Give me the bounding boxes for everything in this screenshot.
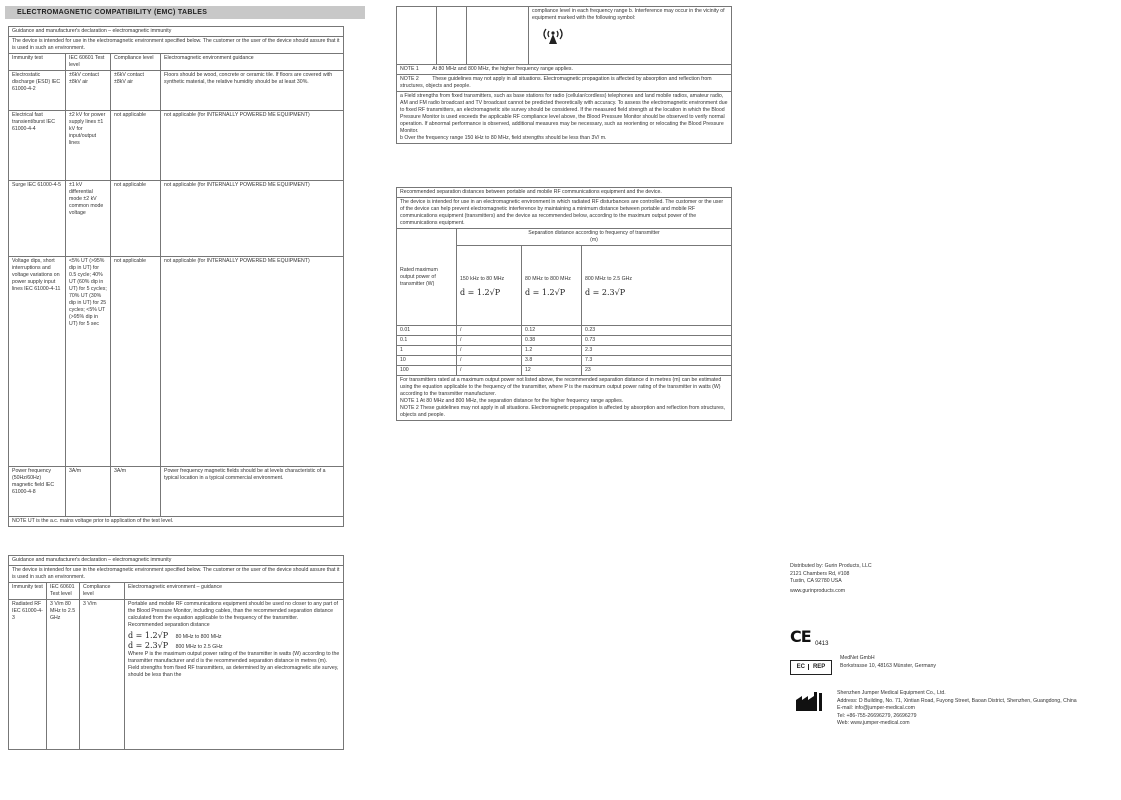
table-note: NOTE UT is the a.c. mains voltage prior to application of the test level. bbox=[9, 517, 344, 527]
table-cell: Electrostatic discharge (ESD) IEC 61000-4-2 bbox=[9, 71, 66, 111]
table-footnote bbox=[397, 92, 732, 144]
ce-mark bbox=[790, 627, 850, 645]
table-cell: / bbox=[457, 326, 522, 336]
table-row bbox=[397, 356, 732, 366]
table-cell: 0.01 bbox=[397, 326, 457, 336]
table-cell: not applicable bbox=[111, 181, 161, 257]
table-row bbox=[397, 346, 732, 356]
table-row bbox=[9, 71, 344, 111]
table-cell bbox=[437, 7, 467, 65]
guidance-text: Field strengths from fixed RF transmitters, as determined by an electromagnetic site survey, should be less than the bbox=[128, 665, 339, 678]
guidance-text: Portable and mobile RF communications equipment should be used no closer to any part of the Blood Pressure Monitor, including cables, than the recommended separation distance calculated from the equation applicable to the frequency of the transmitter. bbox=[128, 601, 338, 621]
ec-rep-name: MedNet GmbH bbox=[840, 655, 875, 661]
table-cell: Electrical fast transient/burst IEC 61000-4-4 bbox=[9, 111, 66, 181]
table-row bbox=[397, 336, 732, 346]
table-caption: Guidance and manufacturer's declaration – electromagnetic immunity bbox=[9, 556, 344, 566]
table-cell: 3 V/m bbox=[80, 600, 125, 750]
table-note: For transmitters rated at a maximum output power not listed above, the recommended separation distance d in metres (m) can be estimated using the equation applicable to the frequency of the transmitter, where P is the maximum output power rating of the transmitter in watts (W) according to the transmitter manufacturer. NOTE 1 At 80 MHz and 800 MHz, the separation distance for the higher frequency range applies. NOTE 2 These guidelines may not apply in all situations. Electromagnetic propagation is affected by absorption and reflection from structures, objects and people. bbox=[397, 376, 732, 421]
table-cell: Voltage dips, short interruptions and voltage variations on power supply input lines IEC 61000-4-11 bbox=[9, 257, 66, 467]
table-cell: <5% UT (>95% dip in UT) for 0.5 cycle; 40% UT (60% dip in UT) for 5 cycles; 70% UT (30% dip in UT) for 25 cycles; <5% UT (>95% dip in UT) for 5 sec bbox=[66, 257, 111, 467]
formula: d = 1.2√P bbox=[128, 631, 169, 640]
manufacturer-website: Web: www.jumper-medical.com bbox=[837, 720, 910, 726]
formula: d = 2.3√P bbox=[128, 641, 169, 650]
distributor-info bbox=[790, 563, 930, 595]
table-cell: / bbox=[457, 336, 522, 346]
guidance-text: Recommended separation distance bbox=[128, 622, 210, 628]
notified-body-number: 0413 bbox=[815, 641, 829, 647]
separation-distance-table bbox=[396, 187, 732, 421]
document-title: ELECTROMAGNETIC COMPATIBILITY (EMC) TABLES bbox=[5, 6, 365, 19]
table-cell: 3.8 bbox=[522, 356, 582, 366]
column-header: Electromagnetic environment guidance bbox=[161, 54, 344, 71]
column-header: IEC 60601 Test level bbox=[66, 54, 111, 71]
guidance-text: Where P is the maximum output power rating of the transmitter in watts (W) according to the transmitter manufacturer and d is the recommended separation distance in metres (m). bbox=[128, 651, 340, 664]
table-cell: Floors should be wood, concrete or ceramic tile. If floors are covered with synthetic material, the relative humidity should be at least 30%. bbox=[161, 71, 344, 111]
table-cell: 1.2 bbox=[522, 346, 582, 356]
table-intro: The device is intended for use in the electromagnetic environment specified below. The customer or the user of the device should assure that it is used in such an environment. bbox=[9, 37, 344, 54]
table-cell: 23 bbox=[582, 366, 732, 376]
manufacturer-email: E-mail: info@jumper-medical.com bbox=[837, 705, 915, 711]
guidance-cell bbox=[125, 600, 344, 750]
table-cell: 10 bbox=[397, 356, 457, 366]
distributor-name: Distributed by: Gurin Products, LLC bbox=[790, 563, 872, 569]
guidance-text: compliance level in each frequency range b. Interference may occur in the vicinity of equipment marked with the following symbol: bbox=[532, 8, 725, 21]
table-cell: 0.38 bbox=[522, 336, 582, 346]
table-row bbox=[9, 467, 344, 517]
table-cell: 1 bbox=[397, 346, 457, 356]
table-note bbox=[397, 75, 732, 92]
ec-rep-symbol: EC REP bbox=[790, 660, 832, 675]
guidance-cell bbox=[529, 7, 732, 65]
table-intro: The device is intended for use in the electromagnetic environment specified below. The customer or the user of the device should assure that it is used in such an environment. bbox=[9, 566, 344, 583]
table-cell: ±2 kV for power supply lines ±1 kV for input/output lines bbox=[66, 111, 111, 181]
note-text: At 80 MHz and 800 MHz, the higher frequency range applies. bbox=[432, 66, 573, 72]
column-header: Electromagnetic environment – guidance bbox=[125, 583, 344, 600]
table-cell: Power frequency (50Hz/60Hz) magnetic field IEC 61000-4-8 bbox=[9, 467, 66, 517]
ce-mark-icon: CE bbox=[790, 627, 811, 646]
table-cell: / bbox=[457, 346, 522, 356]
table-cell: not applicable (for INTERNALLY POWERED ME EQUIPMENT) bbox=[161, 181, 344, 257]
table-cell: 3A/m bbox=[66, 467, 111, 517]
distributor-website: www.gurinproducts.com bbox=[790, 587, 846, 594]
table-caption: Guidance and manufacturer's declaration – electromagnetic immunity bbox=[9, 27, 344, 37]
table-cell: not applicable bbox=[111, 257, 161, 467]
formula-range: 800 MHz to 2.5 GHz bbox=[175, 644, 223, 650]
band-header: 800 MHz to 2.5 GHz d = 2.3√P bbox=[582, 246, 732, 326]
table-cell: 2.3 bbox=[582, 346, 732, 356]
table-row bbox=[9, 257, 344, 467]
table-cell bbox=[467, 7, 529, 65]
table-cell: not applicable (for INTERNALLY POWERED ME EQUIPMENT) bbox=[161, 111, 344, 181]
table-row bbox=[9, 181, 344, 257]
table-cell: Radiated RF IEC 61000-4-3 bbox=[9, 600, 47, 750]
formula-range: 80 MHz to 800 MHz bbox=[175, 634, 222, 640]
table-cell: 3 V/m 80 MHz to 2.5 GHz bbox=[47, 600, 80, 750]
column-header: Compliance level bbox=[111, 54, 161, 71]
table-cell: 7.3 bbox=[582, 356, 732, 366]
manufacturer-name: Shenzhen Jumper Medical Equipment Co., Ltd. bbox=[837, 690, 946, 696]
column-header: Compliance level bbox=[80, 583, 125, 600]
manufacturer-address: Address: D Building, No. 71, Xintian Road, Fuyong Street, Baoan District, Shenzhen, Guangdong, China bbox=[837, 697, 1077, 704]
table-cell: not applicable bbox=[111, 111, 161, 181]
table-cell: / bbox=[457, 356, 522, 366]
band-header: 150 kHz to 80 MHz d = 1.2√P bbox=[457, 246, 522, 326]
table-cell: 0.73 bbox=[582, 336, 732, 346]
table-row bbox=[397, 366, 732, 376]
note-text: These guidelines may not apply in all situations. Electromagnetic propagation is affected by absorption and reflection from structures, objects and people. bbox=[400, 76, 712, 89]
note-label: NOTE 1 bbox=[400, 66, 419, 72]
table-cell: Power frequency magnetic fields should be at levels characteristic of a typical location in a typical commercial environment. bbox=[161, 467, 344, 517]
footnote-text: b Over the frequency range 150 kHz to 80 MHz, field strengths should be less than 3V/ m. bbox=[400, 135, 607, 141]
footnote-text: a Field strengths from fixed transmitters, such as base stations for radio (cellular/cordless) telephones and land mobile radios, amateur radio, AM and FM radio broadcast and TV broadcast cannot be predicted theoretically with accuracy. To assess the electromagnetic environment due to fixed RF transmitters, an electromagnetic site survey should be considered. If the measured field strength at the location in which the Blood Pressure Monitor is used exceeds the applicable RF compliance level above, the Blood Pressure Monitor should be observed to verify normal operation. If abnormal performance is observed, additional measures may be necessary, such as reorienting or relocating the Blood Pressure Monitor. bbox=[400, 93, 728, 134]
column-header: Immunity test bbox=[9, 54, 66, 71]
table-cell: not applicable (for INTERNALLY POWERED ME EQUIPMENT) bbox=[161, 257, 344, 467]
table-cell: 3A/m bbox=[111, 467, 161, 517]
table-row bbox=[9, 600, 344, 750]
ec-rep-block bbox=[790, 655, 1030, 671]
table-cell: 0.23 bbox=[582, 326, 732, 336]
note-label: NOTE 2 bbox=[400, 76, 419, 82]
table-cell: 12 bbox=[522, 366, 582, 376]
immunity-table-2 bbox=[8, 555, 344, 750]
distributor-address: 2121 Chambers Rd, #108 bbox=[790, 570, 850, 577]
table-cell: ±1 kV differential mode ±2 kV common mode voltage bbox=[66, 181, 111, 257]
manufacturer-phone: Tel: +86-755-26696279, 26696279 bbox=[837, 712, 917, 719]
band-header: 80 MHz to 800 MHz d = 1.2√P bbox=[522, 246, 582, 326]
table-cell: 100 bbox=[397, 366, 457, 376]
table-cell: 0.12 bbox=[522, 326, 582, 336]
immunity-table-1 bbox=[8, 26, 344, 527]
table-cell bbox=[397, 7, 437, 65]
table-intro: The device is intended for use in an electromagnetic environment in which radiated RF disturbances are controlled. The customer or the user of the device can help prevent electromagnetic interference by maintaining a minimum distance between portable and mobile RF communications equipment (transmitters) and the device as recommended below, according to the maximum output power of the communications equipment. bbox=[397, 198, 732, 229]
table-cell: ±6kV contact ±8kV air bbox=[66, 71, 111, 111]
table-note bbox=[397, 65, 732, 75]
table-row bbox=[9, 111, 344, 181]
table-caption: Recommended separation distances between portable and mobile RF communications equipment and the device. bbox=[397, 188, 732, 198]
ec-rep-address: Borkstrasse 10, 48163 Münster, Germany bbox=[840, 662, 937, 669]
column-header: IEC 60601 Test level bbox=[47, 583, 80, 600]
table-cell: ±6kV contact ±8kV air bbox=[111, 71, 161, 111]
table-cell: / bbox=[457, 366, 522, 376]
distributor-city: Tustin, CA 92780 USA bbox=[790, 578, 842, 584]
non-ionizing-radiation-icon bbox=[540, 26, 728, 49]
table-cell: Surge IEC 61000-4-5 bbox=[9, 181, 66, 257]
table-cell: 0.1 bbox=[397, 336, 457, 346]
column-header: Immunity test bbox=[9, 583, 47, 600]
table-row bbox=[397, 326, 732, 336]
column-header: Separation distance according to frequency of transmitter (m) bbox=[457, 229, 732, 246]
manufacturer-icon bbox=[795, 690, 827, 717]
column-header: Rated maximum output power of transmitter (W) bbox=[397, 229, 457, 326]
immunity-table-2-continued bbox=[396, 6, 732, 144]
